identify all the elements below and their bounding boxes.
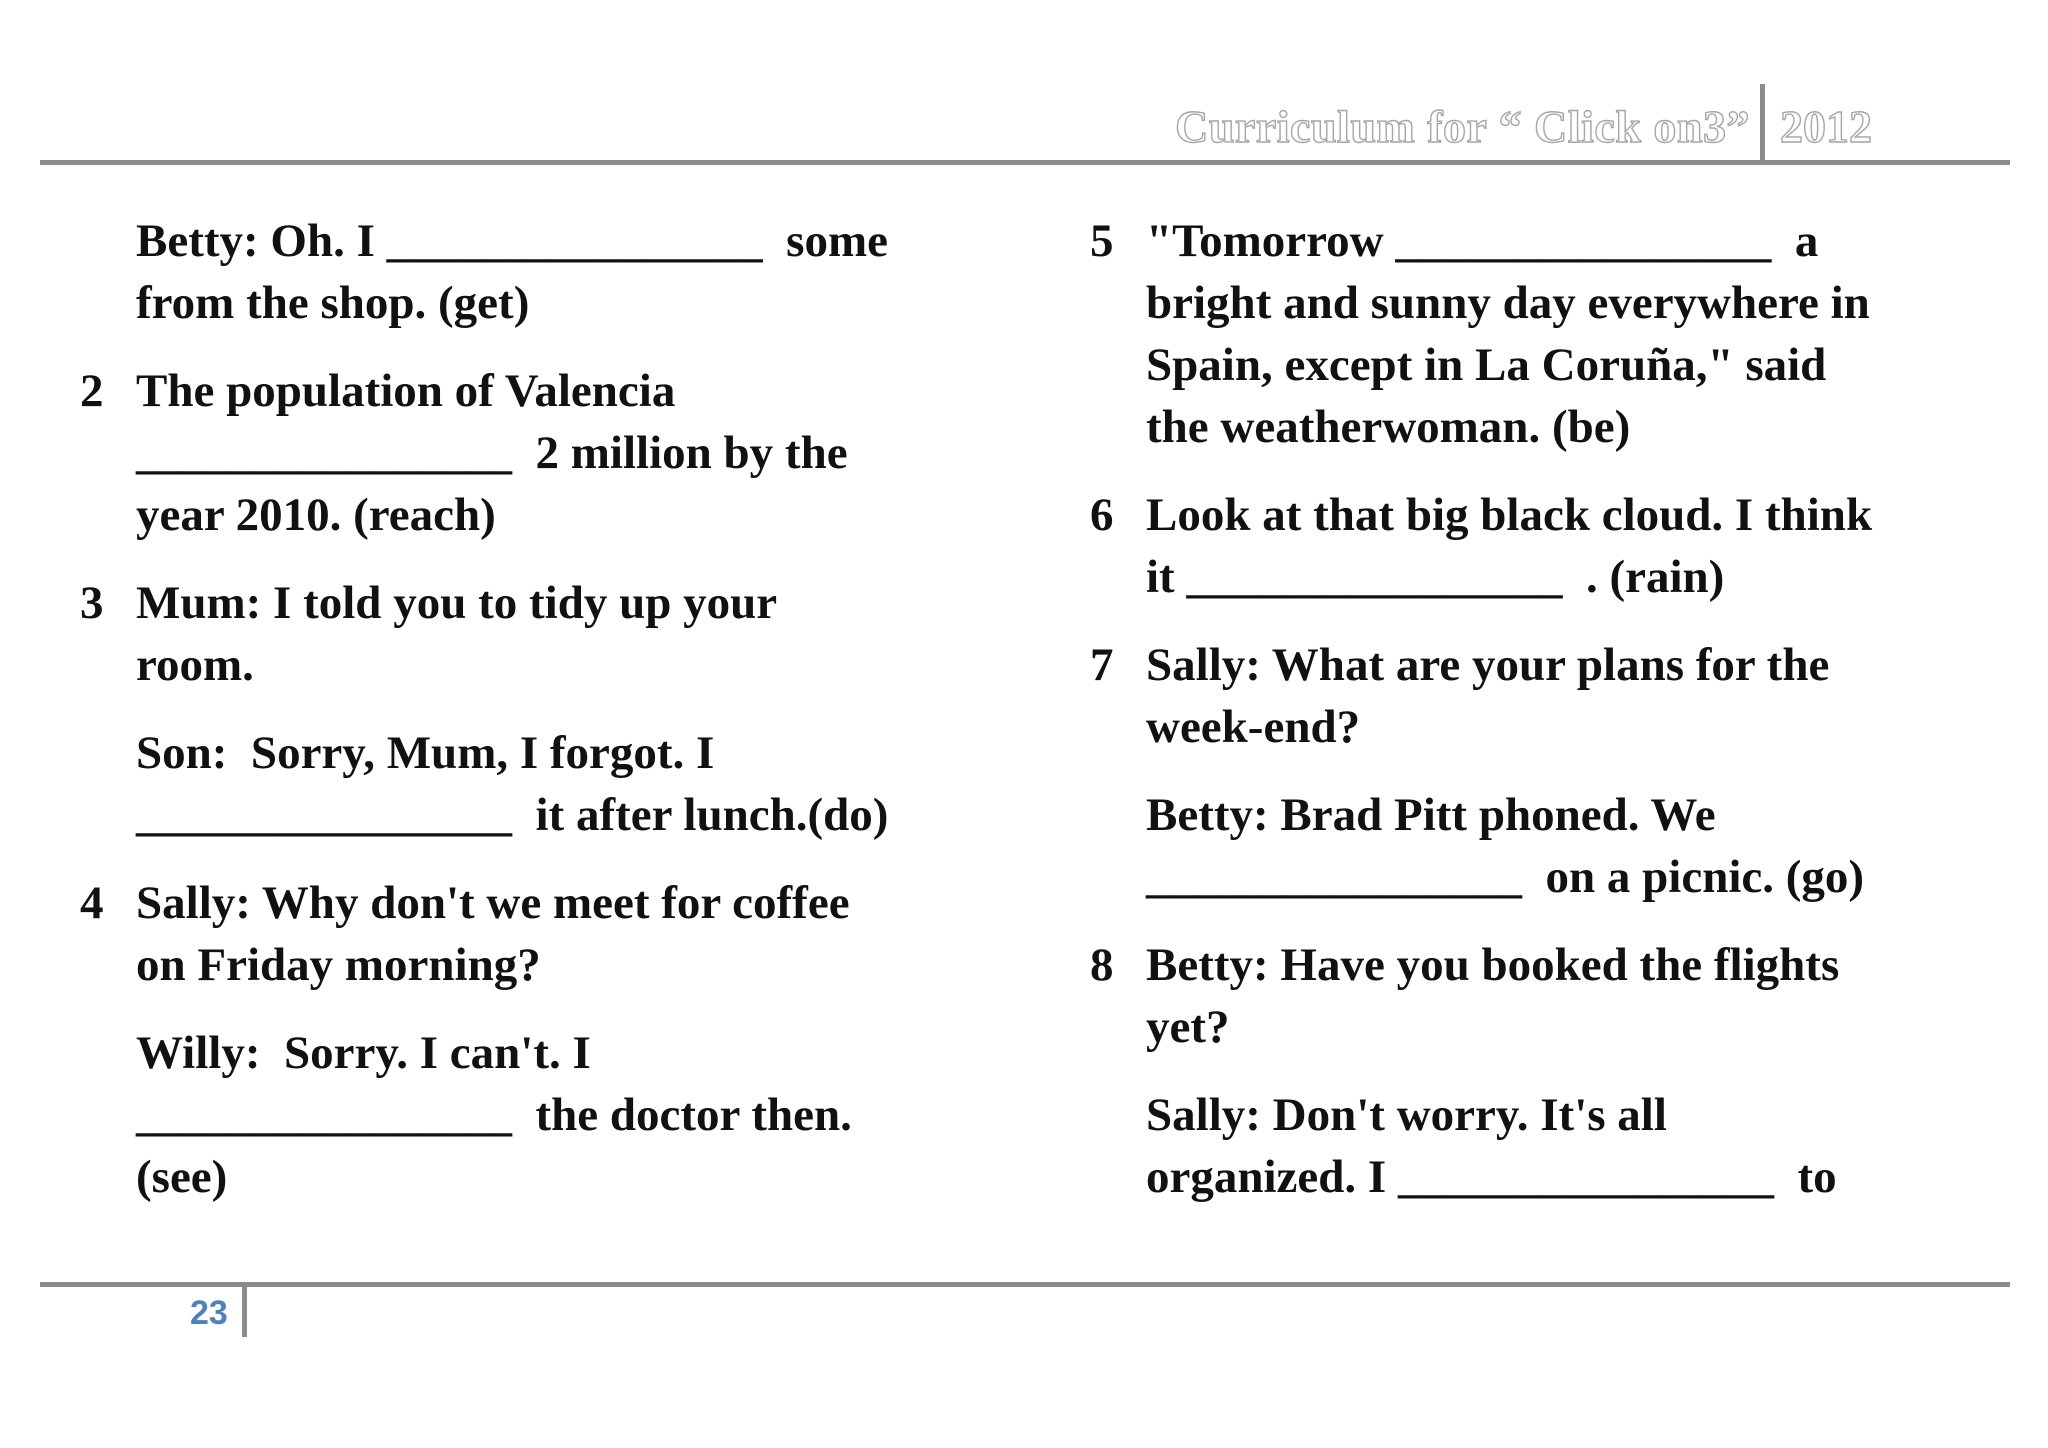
text-line: Betty: Oh. I ________________ some	[136, 215, 888, 267]
exercise-item-1-continuation	[80, 210, 1000, 334]
text-line: Willy: Sorry. I can't. I	[136, 1027, 591, 1079]
exercise-item-3	[80, 572, 1000, 846]
text-line: yet?	[1146, 1001, 1230, 1053]
text-line: Betty: Brad Pitt phoned. We	[1146, 789, 1716, 841]
item-number: 3	[80, 577, 104, 629]
item-3-prompt	[136, 572, 1000, 696]
text-line: on Friday morning?	[136, 939, 541, 991]
header-rule	[40, 160, 2010, 165]
text-line: Sally: Why don't we meet for coffee	[136, 877, 850, 929]
item-8-response	[1146, 1084, 2000, 1208]
text-line: bright and sunny day everywhere in	[1146, 277, 1870, 329]
item-1-text	[136, 210, 1000, 334]
item-number: 4	[80, 877, 104, 929]
item-number: 7	[1090, 639, 1114, 691]
item-2-text	[136, 360, 1000, 546]
exercise-item-4	[80, 872, 1000, 1208]
header-separator	[1760, 84, 1765, 160]
item-number: 8	[1090, 939, 1114, 991]
header-year: 2012	[1780, 101, 1872, 152]
text-line: Son: Sorry, Mum, I forgot. I	[136, 727, 715, 779]
item-5-text	[1146, 210, 2000, 458]
text-line: ________________ on a picnic. (go)	[1146, 851, 1865, 903]
text-line: ________________ it after lunch.(do)	[136, 789, 889, 841]
item-3-response	[136, 722, 1000, 846]
item-4-prompt	[136, 872, 1000, 996]
text-line: the weatherwoman. (be)	[1146, 401, 1631, 453]
text-line: ________________ 2 million by the	[136, 427, 848, 479]
item-6-text	[1146, 484, 2000, 608]
right-column	[1090, 210, 2000, 1234]
item-number: 6	[1090, 489, 1114, 541]
page-number: 23	[190, 1294, 228, 1332]
text-line: week-end?	[1146, 701, 1361, 753]
exercise-item-5	[1090, 210, 2000, 458]
text-line: ________________ the doctor then.	[136, 1089, 852, 1141]
header-title: Curriculum for “ Click on3”	[1175, 101, 1750, 152]
text-line: it ________________ . (rain)	[1146, 551, 1725, 603]
left-column	[80, 210, 1000, 1234]
page-header	[40, 80, 2010, 165]
text-line: "Tomorrow ________________ a	[1146, 215, 1819, 267]
exercise-item-6	[1090, 484, 2000, 608]
item-8-prompt	[1146, 934, 2000, 1058]
text-line: Look at that big black cloud. I think	[1146, 489, 1873, 541]
exercise-item-8	[1090, 934, 2000, 1208]
text-line: Spain, except in La Coruña," said	[1146, 339, 1827, 391]
footer-rule	[40, 1282, 2010, 1287]
text-line: Betty: Have you booked the flights	[1146, 939, 1840, 991]
text-line: Sally: Don't worry. It's all	[1146, 1089, 1667, 1141]
item-number: 2	[80, 365, 104, 417]
text-line: room.	[136, 639, 254, 691]
text-line: (see)	[136, 1151, 228, 1203]
text-line: year 2010. (reach)	[136, 489, 496, 541]
item-7-response	[1146, 784, 2000, 908]
text-line: The population of Valencia	[136, 365, 676, 417]
exercise-item-2	[80, 360, 1000, 546]
text-line: from the shop. (get)	[136, 277, 530, 329]
item-number: 5	[1090, 215, 1114, 267]
item-7-prompt	[1146, 634, 2000, 758]
footer-separator	[242, 1287, 247, 1337]
text-line: organized. I ________________ to	[1146, 1151, 1837, 1203]
text-line: Mum: I told you to tidy up your	[136, 577, 778, 629]
exercise-item-7	[1090, 634, 2000, 908]
text-line: Sally: What are your plans for the	[1146, 639, 1830, 691]
item-4-response	[136, 1022, 1000, 1208]
